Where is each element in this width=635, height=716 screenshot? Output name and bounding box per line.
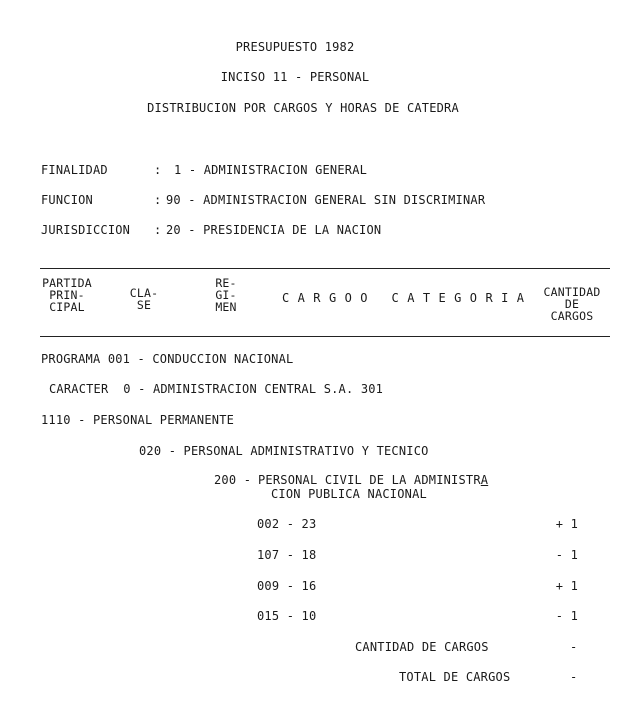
total-cargos-value: - <box>570 670 578 684</box>
col-regimen: RE- GI- MEN <box>215 276 237 314</box>
category-change: + 1 <box>555 579 578 593</box>
agrupamiento-line: 020 - PERSONAL ADMINISTRATIVO Y TECNICO <box>139 444 429 458</box>
category-change: - 1 <box>555 609 578 623</box>
cantidad-cargos-value: - <box>570 640 578 654</box>
escalafon-line-1-text: PERSONAL CIVIL DE LA ADMINISTR <box>258 473 481 487</box>
cantidad-cargos-label: CANTIDAD DE CARGOS <box>355 640 489 654</box>
category-code: 107 - 18 <box>257 548 317 562</box>
info-value: 90 - ADMINISTRACION GENERAL SIN DISCRIMINAR <box>166 193 486 207</box>
col-clase: CLA- SE <box>129 286 159 312</box>
info-value: 1 - ADMINISTRACION GENERAL <box>174 163 368 177</box>
category-code: 009 - 16 <box>257 579 317 593</box>
title-line-1: PRESUPUESTO 1982 <box>235 40 355 54</box>
category-change: - 1 <box>555 548 578 562</box>
category-code: 015 - 10 <box>257 609 317 623</box>
escalafon-line-1 <box>258 473 488 487</box>
header-rule-top <box>40 268 610 269</box>
info-separator: : <box>154 163 162 177</box>
info-label: JURISDICCION <box>41 223 131 237</box>
escalafon-code: 200 - <box>214 473 252 487</box>
info-value: 20 - PRESIDENCIA DE LA NACION <box>166 223 382 237</box>
programa-line: PROGRAMA 001 - CONDUCCION NACIONAL <box>41 352 294 366</box>
caracter-line: CARACTER 0 - ADMINISTRACION CENTRAL S.A. 301 <box>49 382 384 396</box>
col-partida-principal: PARTIDA PRIN- CIPAL <box>42 276 92 314</box>
info-label: FINALIDAD <box>41 163 108 177</box>
escalafon-underlined-char: A <box>480 473 489 487</box>
info-separator: : <box>154 223 162 237</box>
title-line-2: INCISO 11 - PERSONAL <box>220 70 370 84</box>
header-rule-bottom <box>40 336 610 337</box>
escalafon-line-2: CION PUBLICA NACIONAL <box>271 487 427 501</box>
col-cantidad-cargos: CANTIDAD DE CARGOS <box>543 285 601 323</box>
info-separator: : <box>154 193 162 207</box>
total-cargos-label: TOTAL DE CARGOS <box>399 670 511 684</box>
title-line-3: DISTRIBUCION POR CARGOS Y HORAS DE CATEDRA <box>147 101 459 115</box>
partida-line: 1110 - PERSONAL PERMANENTE <box>41 413 235 427</box>
category-code: 002 - 23 <box>257 517 317 531</box>
col-cargo-categoria: C A R G O O C A T E G O R I A <box>282 291 525 305</box>
info-label: FUNCION <box>41 193 93 207</box>
category-change: + 1 <box>555 517 578 531</box>
